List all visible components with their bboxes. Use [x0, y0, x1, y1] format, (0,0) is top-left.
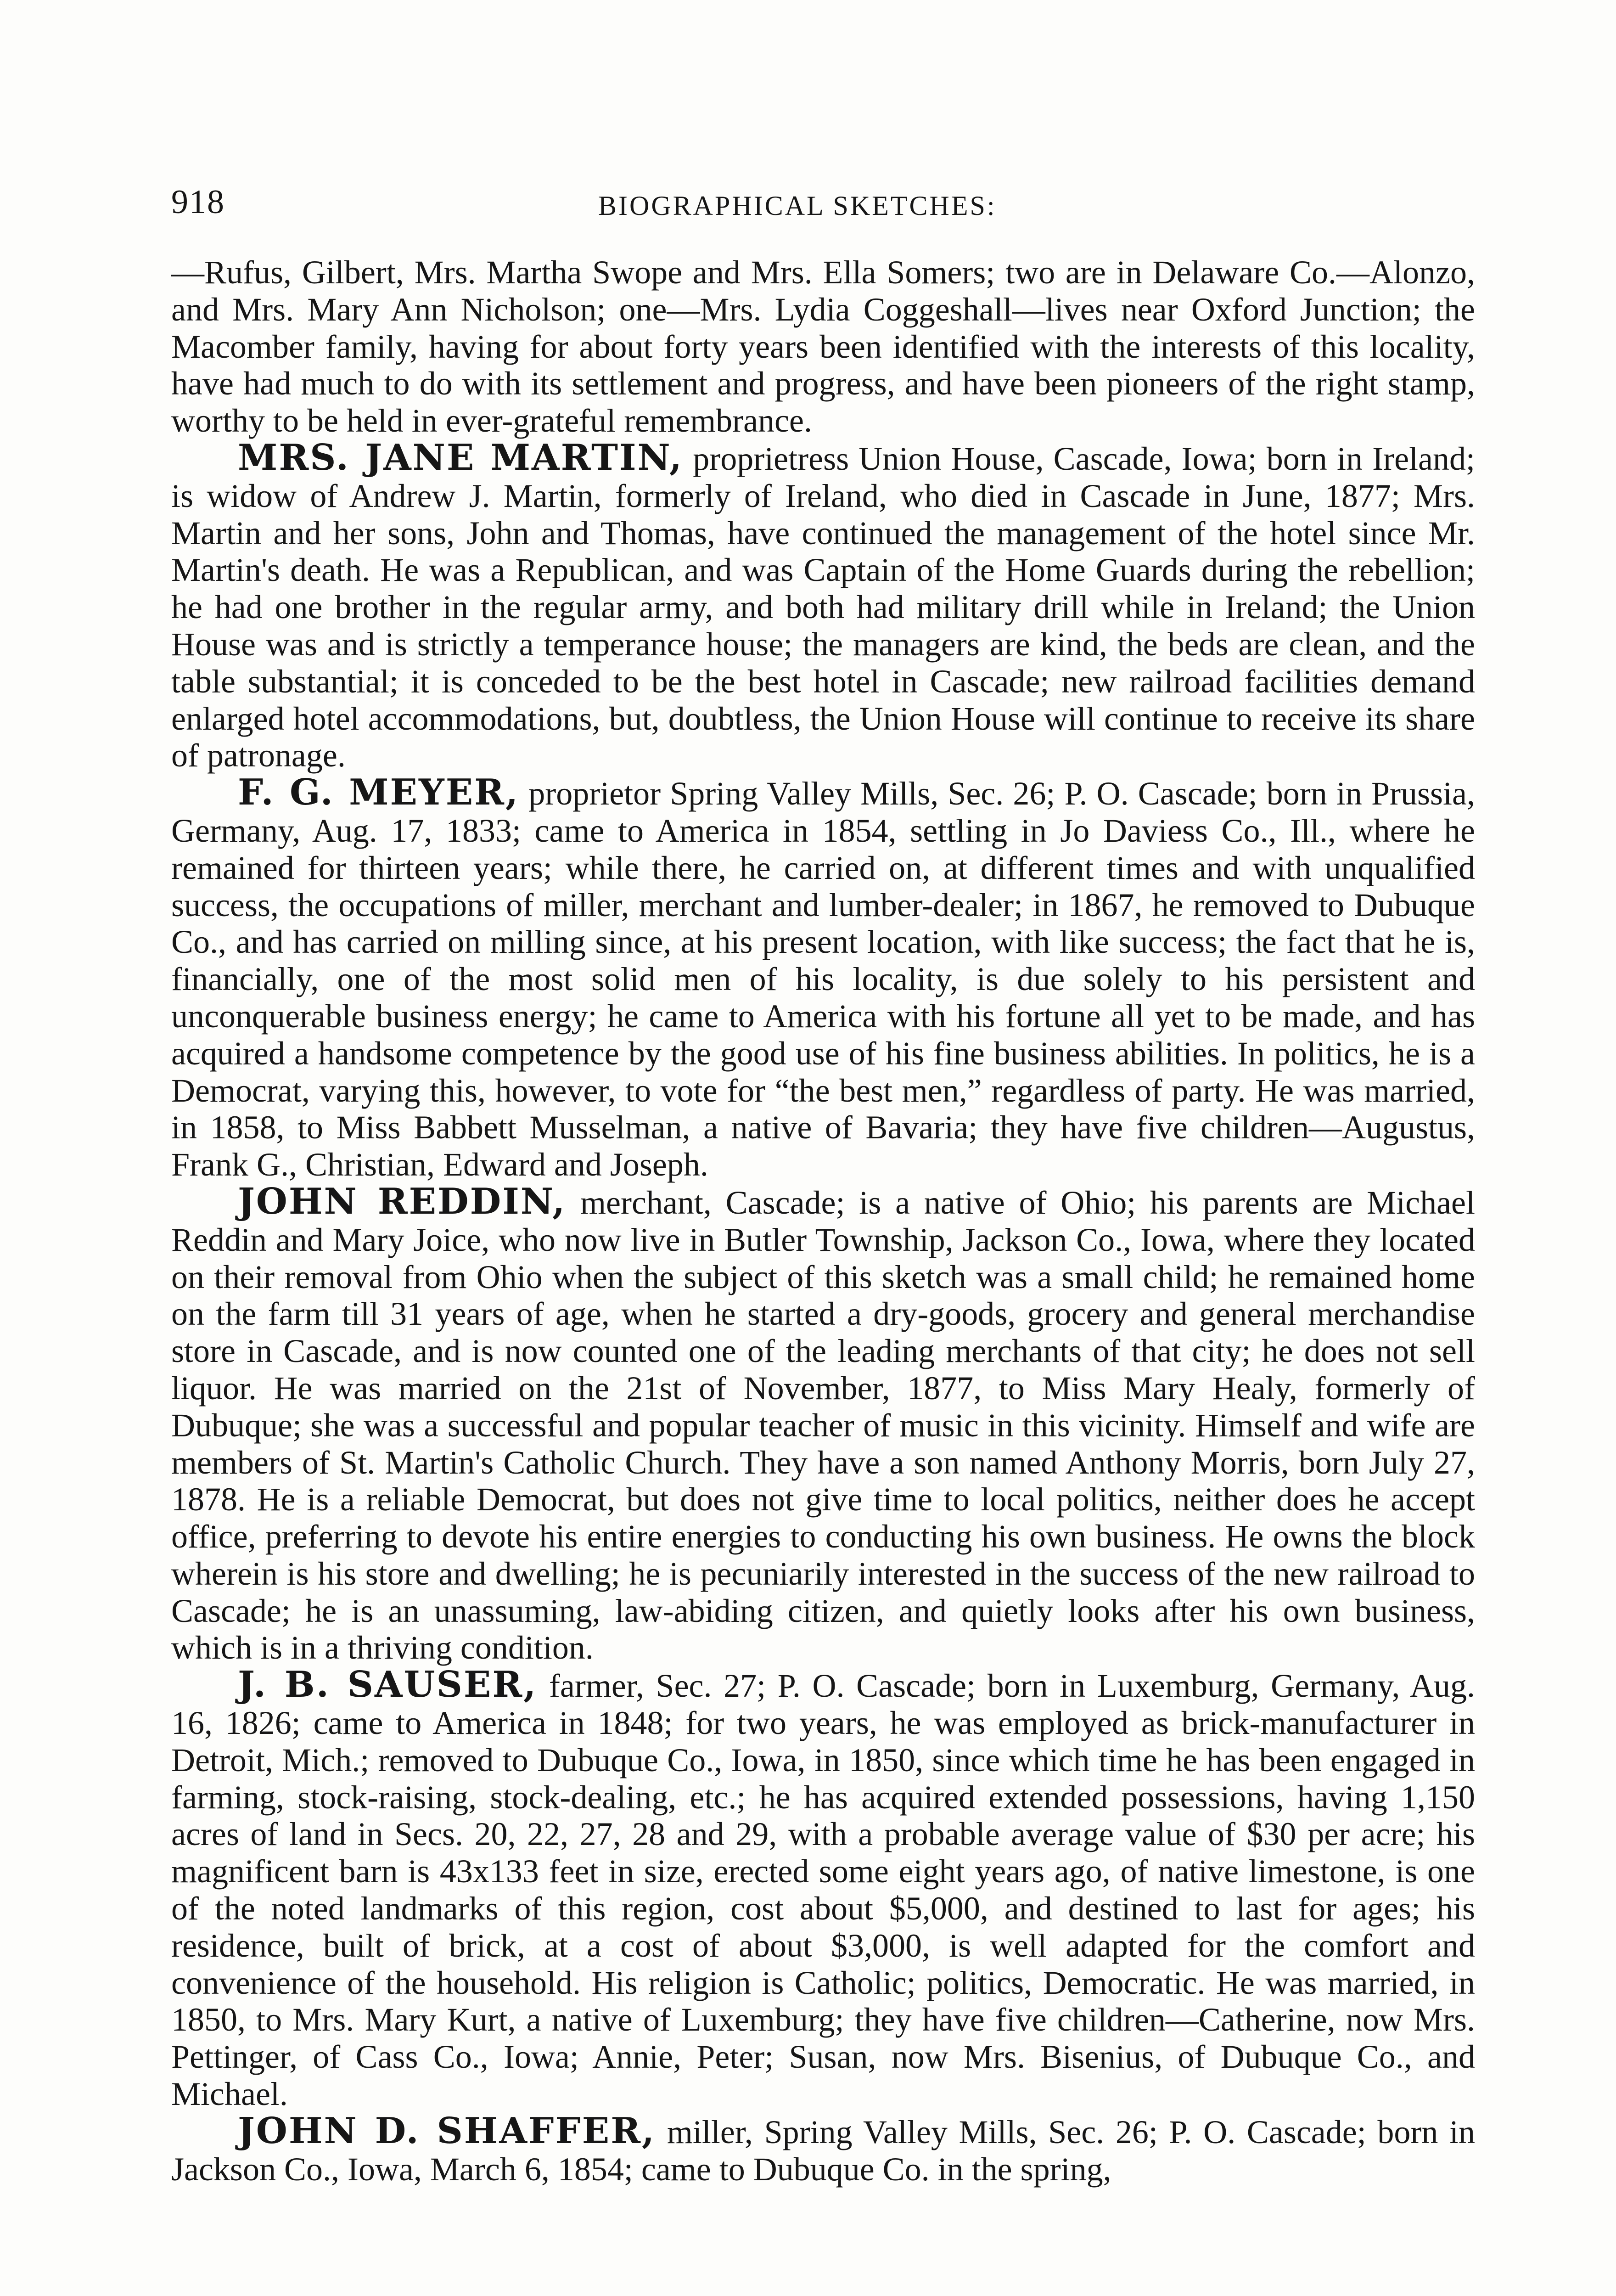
- running-head: BIOGRAPHICAL SKETCHES:: [598, 191, 997, 221]
- paragraph-text: —Rufus, Gilbert, Mrs. Martha Swope and Mrs. Ella Somers; two are in Delaware Co.—Alonzo, and Mrs. Mary Ann Nicholson; one—Mrs. Lydia Coggeshall—lives near Oxford Junction; the Macomber family, having for about forty years been identified with the interests of this locality, have had much to do with its settlement and progress, and have been pioneers of the right stamp, worthy to be held in ever-grateful remembrance.: [171, 254, 1475, 439]
- page-number: 918: [171, 183, 225, 221]
- entry-jane-martin: [171, 436, 1476, 774]
- entry-text: miller, Spring Valley Mills, Sec. 26; P. O. Cascade; born in Jackson Co., Iowa, March 6, 1854; came to Dubuque Co. in the spring,: [171, 2113, 1475, 2188]
- page-header: [171, 179, 1516, 225]
- entry-name: F. G. MEYER,: [238, 771, 520, 814]
- entry-name: JOHN REDDIN,: [238, 1180, 567, 1222]
- body-text: [171, 254, 1475, 2188]
- entry-john-reddin: [171, 1180, 1475, 1666]
- entry-f-g-meyer: [171, 771, 1476, 1183]
- paragraph-macomber-continued: [171, 254, 1475, 439]
- entry-name: MRS. JANE MARTIN,: [238, 436, 684, 478]
- entry-name: JOHN D. SHAFFER,: [238, 2110, 656, 2152]
- entry-text: farmer, Sec. 27; P. O. Cascade; born in Luxemburg, Germany, Aug. 16, 1826; came to America in 1848; for two years, he was employed as brick-manufacturer in Detroit, Mich.; removed to Dubuque Co., Iowa, in 1850, since which time he has been engaged in farming, stock-raising, stock-dealing, etc.; he has acquired extended possessions, having 1,150 acres of land in Secs. 20, 22, 27, 28 and 29, with a probable average value of $30 per acre; his magnificent barn is 43x133 feet in size, erected some eight years ago, of native limestone, is one of the noted landmarks of this region, cost about $5,000, and destined to last for ages; his residence, built of brick, at a cost of about $3,000, is well adapted for the comfort and convenience of the household. His religion is Catholic; politics, Democratic. He was married, in 1850, to Mrs. Mary Kurt, a native of Luxemburg; they have five children—Catherine, now Mrs. Pettinger, of Cass Co., Iowa; Annie, Peter; Susan, now Mrs. Bisenius, of Dubuque Co., and Michael.: [171, 1667, 1476, 2113]
- entry-text: proprietor Spring Valley Mills, Sec. 26; P. O. Cascade; born in Prussia, Germany, Aug. 17, 1833; came to America in 1854, settling in Jo Daviess Co., Ill., where he remained for thirteen years; while there, he carried on, at different times and with unqualified success, the occupations of miller, merchant and lumber-dealer; in 1867, he removed to Dubuque Co., and has carried on milling since, at his present location, with like success; the fact that he is, financially, one of the most solid men of his locality, is due solely to his persistent and unconquerable business energy; he came to America with his fortune all yet to be made, and has acquired a handsome competence by the good use of his fine business abilities. In politics, he is a Democrat, varying this, however, to vote for “the best men,” regardless of party. He was married, in 1858, to Miss Babbett Musselman, a native of Bavaria; they have five children—Augustus, Frank G., Christian, Edward and Joseph.: [171, 775, 1476, 1183]
- entry-text: merchant, Cascade; is a native of Ohio; his parents are Michael Reddin and Mary Joice, who now live in Butler Township, Jackson Co., Iowa, where they located on their removal from Ohio when the subject of this sketch was a small child; he remained home on the farm till 31 years of age, when he started a dry-goods, grocery and general merchandise store in Cascade, and is now counted one of the leading merchants of that city; he does not sell liquor. He was married on the 21st of November, 1877, to Miss Mary Healy, formerly of Dubuque; she was a successful and popular teacher of music in this vicinity. Himself and wife are members of St. Martin's Catholic Church. They have a son named Anthony Morris, born July 27, 1878. He is a reliable Democrat, but does not give time to local politics, neither does he accept office, preferring to devote his entire energies to conducting his own business. He owns the block wherein is his store and dwelling; he is pecuniarily interested in the success of the new railroad to Cascade; he is an unassuming, law-abiding citizen, and quietly looks after his own business, which is in a thriving condition.: [171, 1184, 1475, 1666]
- entry-john-d-shaffer: [171, 2110, 1475, 2188]
- entry-text: proprietress Union House, Cascade, Iowa; born in Ireland; is widow of Andrew J. Martin, formerly of Ireland, who died in Cascade in June, 1877; Mrs. Martin and her sons, John and Thomas, have continued the management of the hotel since Mr. Martin's death. He was a Republican, and was Captain of the Home Guards during the rebellion; he had one brother in the regular army, and both had military drill while in Ireland; the Union House was and is strictly a temperance house; the managers are kind, the beds are clean, and the table substantial; it is conceded to be the best hotel in Cascade; new railroad facilities demand enlarged hotel accommodations, but, doubtless, the Union House will continue to receive its share of patronage.: [171, 440, 1476, 774]
- entry-j-b-sauser: [171, 1666, 1475, 2113]
- entry-name: J. B. SAUSER,: [238, 1664, 538, 1706]
